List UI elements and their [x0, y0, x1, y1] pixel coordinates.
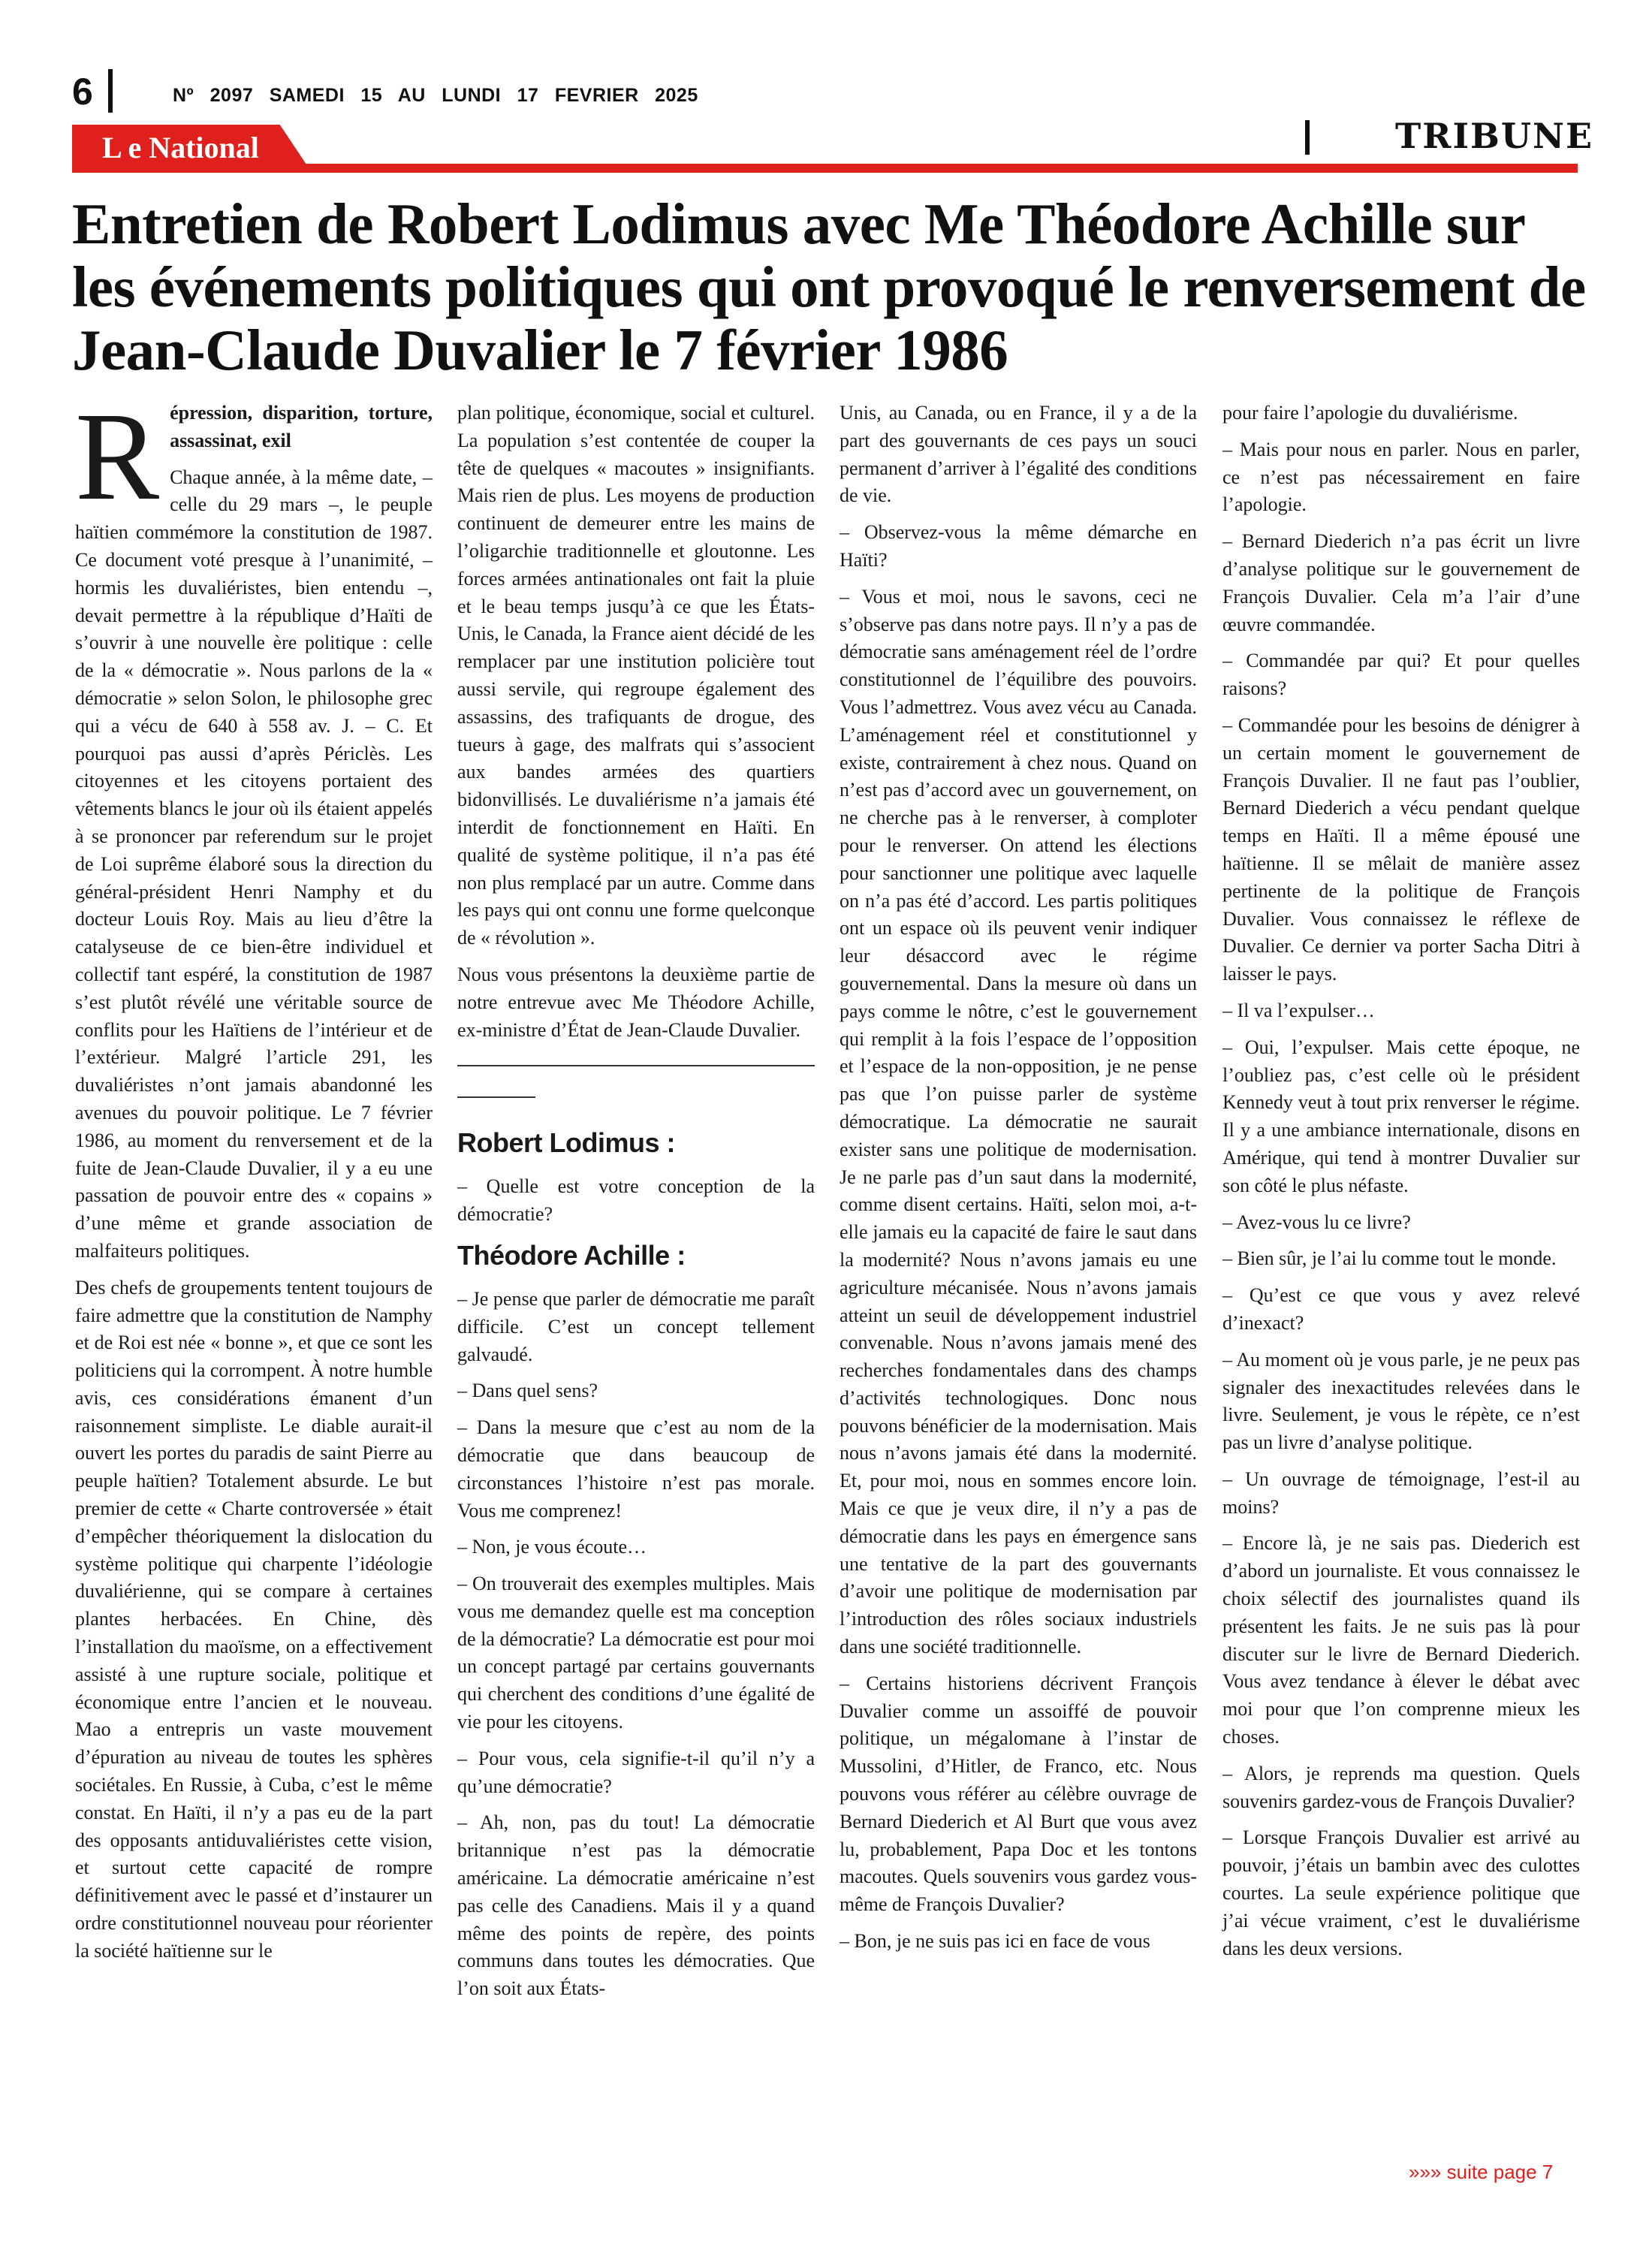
page-header — [0, 0, 1652, 180]
answer: – Bernard Diederich n’a pas écrit un livre d’analyse politique sur le gouvernement de François Duvalier. Cela m’a l’air d’une œuvre commandée. — [1222, 530, 1580, 635]
issue-line: Nº 2097 SAMEDI 15 AU LUNDI 17 FEVRIER 2025 — [173, 85, 698, 106]
article-paragraph: Chaque année, à la même date, – celle du 29 mars –, le peuple haïtien commémore la constitution de 1987. Ce document voté presque à l’unanimité, – hormis les duvaliéristes, bien entendu –, devait permettre à la république d’Haïti de s’ouvrir à une nouvelle ère politique : celle de la « démocratie ». Nous parlons de la « démocratie » selon Solon, le philosophe grec qui a vécu de 640 à 558 av. J. – C. Et pourquoi pas aussi d’après Périclès. Les citoyennes et les citoyens portaient des vêtements blancs le jour où ils étaient appelés à se prononcer par referendum sur le projet de Loi suprême élaboré sous la direction du général-président Henri Namphy et du docteur Louis Roy. Mais au lieu d’être la catalyseuse de ce bien-être individuel et collectif tant espéré, la constitution de 1987 s’est plutôt révélé une véritable source de conflits pour les Haïtiens de l’intérieur et de l’extérieur. Malgré l’article 291, les duvaliéristes n’ont jamais abandonné les avenues du pouvoir politique. Le 7 février 1986, au moment du renversement et de la fuite de Jean-Claude Duvalier, il y a eu une passation de pouvoir entre des « copains » d’une même et grande association de malfaiteurs politiques. — [75, 466, 433, 1262]
question: – Certains historiens décrivent François Duvalier comme un assoiffé de pouvoir politique, un mégalomane à l’instar de Mussolini, d’Hitler, de Franco, etc. Nous pouvons vous référer au célèbre ouvrage de Bernard Diederich et Al Burt que vous avez lu, probablement, Papa Doc et les tontons macoutes. Quels souvenirs vous gardez vous-même de François Duvalier? — [840, 1672, 1197, 1916]
question: – Observez-vous la même démarche en Haïti? — [840, 521, 1197, 571]
answer: pour faire l’apologie du duvaliérisme. — [1222, 402, 1518, 424]
question: – Alors, je reprends ma question. Quels souvenirs gardez-vous de François Duvalier? — [1222, 1762, 1580, 1812]
answer: – Bon, je ne suis pas ici en face de vous — [840, 1930, 1150, 1953]
section-name: TRIBUNE — [1395, 116, 1594, 156]
question: – Il va l’expulser… — [1222, 999, 1375, 1021]
question: – Non, je vous écoute… — [457, 1536, 647, 1558]
separator-rule-stub — [457, 1096, 535, 1098]
article-column-3 — [840, 400, 1197, 1965]
article-column-2 — [457, 400, 815, 2012]
section-separator — [1305, 120, 1310, 155]
answer: Unis, au Canada, ou en France, il y a de la part des gouvernants de ces pays un souci permanent d’arriver à l’égalité des conditions de vie. — [840, 402, 1197, 507]
article-column-1 — [75, 387, 433, 1974]
article-paragraph: Nous vous présentons la deuxième partie de notre entrevue avec Me Théodore Achille, ex-ministre d’État de Jean-Claude Duvalier. — [457, 963, 815, 1041]
question: – Qu’est ce que vous y avez relevé d’inexact? — [1222, 1284, 1580, 1334]
answer: – Bien sûr, je l’ai lu comme tout le monde. — [1222, 1247, 1557, 1270]
question: – Mais pour nous en parler. Nous en parler, ce n’est pas nécessairement en faire l’apologie. — [1222, 438, 1580, 516]
publication-name: L e National — [102, 131, 259, 164]
answer: – Lorsque François Duvalier est arrivé au pouvoir, j’étais un bambin avec des culottes courtes. La seule expérience politique que j’ai vécue vraiment, c’est le duvaliérisme dans les deux versions. — [1222, 1826, 1580, 1959]
page-number: 6 — [72, 71, 93, 113]
article-lede: épression, disparition, torture, assassinat, exil — [170, 402, 433, 451]
question: – Commandée par qui? Et pour quelles raisons? — [1222, 650, 1580, 700]
answer: – Ah, non, pas du tout! La démocratie britannique n’est pas la démocratie américaine. La démocratie américaine n’est pas celle des Canadiens. Mais il y a quand même des points de repère, des points communs dans toutes les démocraties. Que l’on soit aux États- — [457, 1811, 815, 2000]
answer: – Commandée pour les besoins de dénigrer à un certain moment le gouvernement de François Duvalier. Il ne faut pas l’oublier, Bernard Diederich a vécu pendant quelque temps en Haïti. Il a même épousé une haïtienne. Il se mêlait de manière assez pertinente de la politique de François Duvalier. Vous connaissez le réflexe de Duvalier. Ce dernier va porter Sacha Ditri à laisser le pays. — [1222, 713, 1580, 985]
article-headline: Entretien de Robert Lodimus avec Me Théodore Achille sur les événements politiques qui ont provoqué le renversement de Jean-Claude Duvalier le 7 février 1986 — [72, 192, 1586, 382]
question: – Pour vous, cela signifie-t-il qu’il n’y a qu’une démocratie? — [457, 1747, 815, 1797]
question: – Quelle est votre conception de la démocratie? — [457, 1175, 815, 1226]
answer: – Dans la mesure que c’est au nom de la démocratie que dans beaucoup de circonstances l’histoire n’est pas morale. Vous me comprenez! — [457, 1416, 815, 1522]
speaker-heading-interviewee: Théodore Achille : — [457, 1239, 686, 1271]
answer: – Encore là, je ne sais pas. Diederich est d’abord un journaliste. Et vous connaissez le choix sélectif des journalistes quand ils présentent les faits. Je ne suis pas là pour discuter sur le livre de Bernard Diederich. Vous avez tendance à élever le débat avec moi pour que l’on comprenne mieux les choses. — [1222, 1532, 1580, 1748]
article-paragraph: plan politique, économique, social et culturel. La population s’est contentée de couper la tête de quelques « macoutes » insignifiants. Mais rien de plus. Les moyens de production continuent de demeurer entre les mains de l’oligarchie traditionnelle et gloutonne. Les forces armées antinationales ont fait la pluie et le beau temps jusqu’à ce que les États-Unis, le Canada, la France aient décidé de les remplacer par une institution policière tout aussi servile, qui regroupe également des assassins, des trafiquants de drogue, des tueurs à gage, des malfrats qui s’associent aux bandes armées des quartiers bidonvillisés. Le duvaliérisme n’a jamais été interdit de fonctionnement en Haïti. En qualité de système politique, il n’a pas été non plus remplacé par un autre. Comme dans les pays qui ont connu une forme quelconque de « révolution ». — [457, 402, 815, 949]
answer: – Je pense que parler de démocratie me paraît difficile. C’est un concept tellement galvaudé. — [457, 1287, 815, 1365]
answer: – Au moment où je vous parle, je ne peux pas signaler des inexactitudes relevées dans le livre. Seulement, je vous le répète, ce n’est pas un livre d’analyse politique. — [1222, 1348, 1580, 1454]
continuation-link[interactable]: »»» suite page 7 — [1409, 2161, 1554, 2183]
article-paragraph: Des chefs de groupements tentent toujours de faire admettre que la constitution de Namphy et de Roi est née « bonne », et que ce sont les politiciens qui la corrompent. À notre humble avis, ces considérations émanent d’un raisonnement simpliste. Le diable aurait-il ouvert les portes du paradis de saint Pierre au peuple haïtien? Totalement absurde. Le but premier de cette « Charte controversée » était d’empêcher théoriquement la dislocation du système politique qui charpente l’idéologie duvaliérienne, qui se compare à certaines plantes herbacées. En Chine, dès l’installation du maoïsme, on a effectivement assisté à une rupture sociale, politique et économique entre l’ancien et le nouveau. Mao a entrepris un vaste mouvement d’épuration au niveau de toutes les sphères sociétales. En Russie, à Cuba, c’est le même constat. En Haïti, il n’y a pas eu de la part des opposants antiduvaliéristes cette vision, et surtout cette capacité de rompre définitivement avec le passé et d’instaurer un ordre constitutionnel nouveau pour réorienter la société haïtienne sur le — [75, 1276, 433, 1962]
question: – Un ouvrage de témoignage, l’est-il au moins? — [1222, 1467, 1580, 1518]
answer: – On trouverait des exemples multiples. Mais vous me demandez quelle est ma conception de la démocratie? La démocratie est pour moi un concept partagé par certains gouvernants qui cherchent des conditions d’une égalité de vie pour les citoyens. — [457, 1573, 815, 1733]
drop-cap: R — [75, 387, 160, 526]
question: – Avez-vous lu ce livre? — [1222, 1211, 1411, 1233]
answer: – Oui, l’expulser. Mais cette époque, ne l’oubliez pas, c’est celle où le président Kennedy veut à tout prix renverser le régime. Il y a une ambiance internationale, disons en Amérique, qui tend à montrer Duvalier sur son côté le plus néfaste. — [1222, 1036, 1580, 1196]
speaker-heading-interviewer: Robert Lodimus : — [457, 1127, 675, 1159]
article-column-4 — [1222, 400, 1580, 1971]
question: – Dans quel sens? — [457, 1380, 598, 1402]
answer: – Vous et moi, nous le savons, ceci ne s’observe pas dans notre pays. Il n’y a pas de démocratie sans aménagement réel de l’ordre constitutionnel de l’équilibre des pouvoirs. Vous l’admettrez. Vous avez vécu au Canada. L’aménagement réel et constitutionnel y existe, contrairement à chez nous. Quand on n’est pas d’accord avec un gouvernement, on ne cherche pas à le renverser, à comploter pour le renverser. On attend les élections pour sanctionner une politique avec laquelle on n’a pas été d’accord. Les partis politiques ont un espace où ils peuvent venir indiquer leur désaccord avec le régime gouvernemental. Dans la mesure où dans un pays comme le nôtre, c’est le gouvernement qui remplit à la fois l’espace de l’opposition et l’espace de la non-opposition, je ne pense pas que l’on puisse parler de système démocratique. La démocratie ne saurait exister sans une politique de modernisation. Je ne parle pas d’un saut dans la modernité, comme disent certains. Haïti, selon moi, a-t-elle jamais eu la capacité de faire le saut dans la modernité? Nous n’avons jamais eu une agriculture mécanisée. Nous n’avons jamais atteint un seuil de développement industriel convenable. Nous n’avons jamais mené des recherches fondamentales dans des champs d’activités technologiques. Donc nous pouvons bénéficier de la modernisation. Mais nous n’avons jamais été dans la modernité. Et, pour moi, nous en sommes encore loin. Mais ce que je veux dire, il n’y a pas de démocratie dans les pays en émergence sans une tentative de la part des gouvernants d’avoir une politique de modernisation par l’introduction des rôles sociaux industriels dans une société traditionnelle. — [840, 585, 1197, 1658]
page-number-divider — [108, 69, 113, 113]
separator-rule — [457, 1065, 815, 1066]
